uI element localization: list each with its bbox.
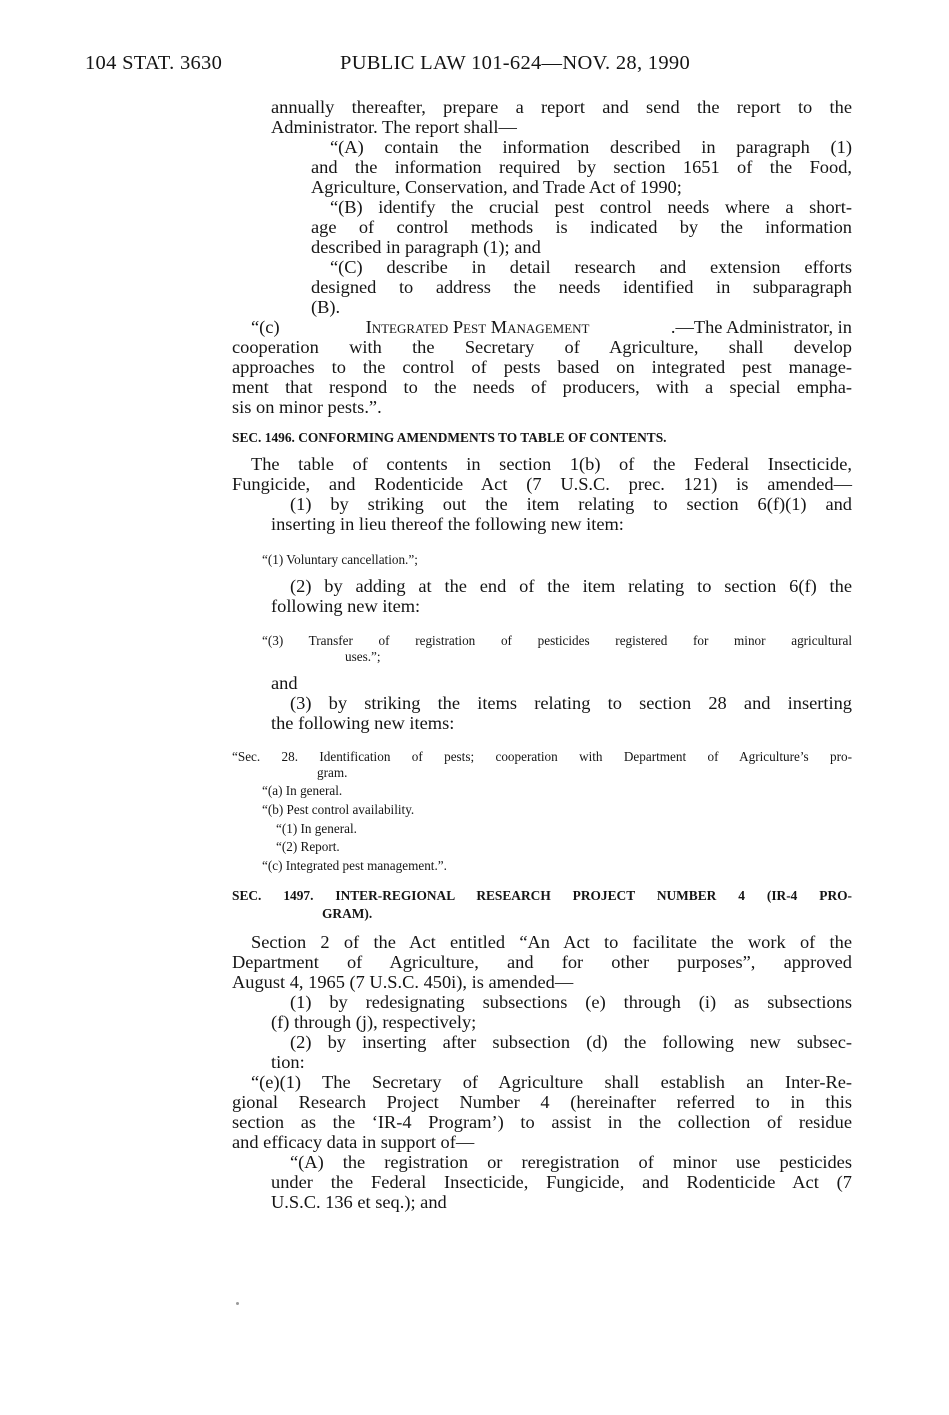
- text-line: (2) by inserting after subsection (d) the following new subsec-: [290, 1032, 852, 1052]
- statute-page-number: 104 STAT. 3630: [85, 52, 223, 74]
- subsection-heading-line: [251, 318, 852, 336]
- toc-item: gram.: [317, 765, 348, 780]
- text-line: (f) through (j), respectively;: [271, 1012, 477, 1032]
- toc-item: “(c) Integrated pest management.”.: [262, 858, 447, 873]
- toc-item: “Sec. 28. Identification of pests; cooperation with Department of Agriculture’s pro-: [232, 749, 852, 764]
- text-line: cooperation with the Secretary of Agriculture, shall develop: [232, 337, 852, 357]
- toc-item: “(3) Transfer of registration of pesticides registered for minor agricultural: [262, 633, 852, 648]
- text-line: and efficacy data in support of—: [232, 1132, 475, 1152]
- text-line: age of control methods is indicated by the information: [311, 217, 852, 237]
- toc-item: “(1) In general.: [276, 821, 357, 836]
- page-header: [85, 52, 865, 80]
- text-line: Agriculture, Conservation, and Trade Act of 1990;: [311, 177, 682, 197]
- text-line: annually thereafter, prepare a report and send the report to the: [271, 97, 852, 117]
- text-line: “(B) identify the crucial pest control needs where a short-: [330, 197, 852, 217]
- section-heading: SEC. 1496. CONFORMING AMENDMENTS TO TABLE OF CONTENTS.: [232, 430, 667, 445]
- toc-item: “(1) Voluntary cancellation.”;: [262, 552, 418, 567]
- text-line: tion:: [271, 1052, 305, 1072]
- text-line: inserting in lieu thereof the following new item:: [271, 514, 624, 534]
- text-line: under the Federal Insecticide, Fungicide, and Rodenticide Act (7: [271, 1172, 852, 1192]
- text-line: and: [271, 673, 298, 693]
- text-line: Administrator. The report shall—: [271, 117, 517, 137]
- subsection-title: Integrated Pest Management: [365, 317, 590, 337]
- subsection-label: “(c): [251, 317, 285, 337]
- text-line: following new item:: [271, 596, 421, 616]
- text-line: and the information required by section 1651 of the Food,: [311, 157, 852, 177]
- text-line: “(A) contain the information described in paragraph (1): [330, 137, 852, 157]
- text-line: described in paragraph (1); and: [311, 237, 541, 257]
- text-line: (2) by adding at the end of the item relating to section 6(f) the: [290, 576, 852, 596]
- text-line: ment that respond to the needs of producers, with a special empha-: [232, 377, 852, 397]
- text-line: (B).: [311, 297, 341, 317]
- toc-item: “(2) Report.: [276, 839, 340, 854]
- text-line: section as the ‘IR-4 Program’) to assist in the collection of residue: [232, 1112, 852, 1132]
- text-line: “(C) describe in detail research and extension efforts: [330, 257, 852, 277]
- text-line: “(e)(1) The Secretary of Agriculture shall establish an Inter-Re-: [251, 1072, 852, 1092]
- section-heading: SEC. 1497. INTER-REGIONAL RESEARCH PROJECT NUMBER 4 (IR-4 PRO-: [232, 888, 852, 903]
- toc-item: “(a) In general.: [262, 783, 343, 798]
- running-title: PUBLIC LAW 101-624—NOV. 28, 1990: [340, 52, 691, 74]
- text-line: (1) by redesignating subsections (e) through (i) as subsections: [290, 992, 852, 1012]
- text-line: U.S.C. 136 et seq.); and: [271, 1192, 447, 1212]
- text-line: Fungicide, and Rodenticide Act (7 U.S.C. prec. 121) is amended—: [232, 474, 852, 494]
- toc-item: “(b) Pest control availability.: [262, 802, 415, 817]
- text-line: sis on minor pests.”.: [232, 397, 382, 417]
- toc-item: uses.”;: [345, 649, 381, 664]
- text-line: gional Research Project Number 4 (hereinafter referred to in this: [232, 1092, 852, 1112]
- text-line: (1) by striking out the item relating to section 6(f)(1) and: [290, 494, 852, 514]
- text-line: Department of Agriculture, and for other purposes”, approved: [232, 952, 852, 972]
- scan-speck: [236, 1302, 239, 1305]
- text-line: .—The Administrator, in: [670, 317, 852, 337]
- text-line: designed to address the needs identified in subparagraph: [311, 277, 852, 297]
- text-line: Section 2 of the Act entitled “An Act to facilitate the work of the: [251, 932, 852, 952]
- text-line: August 4, 1965 (7 U.S.C. 450i), is amended—: [232, 972, 574, 992]
- text-line: the following new items:: [271, 713, 455, 733]
- text-line: The table of contents in section 1(b) of the Federal Insecticide,: [251, 454, 852, 474]
- text-line: “(A) the registration or reregistration of minor use pesticides: [290, 1152, 852, 1172]
- section-heading: GRAM).: [322, 906, 373, 921]
- text-line: (3) by striking the items relating to section 28 and inserting: [290, 693, 852, 713]
- text-line: approaches to the control of pests based on integrated pest manage-: [232, 357, 852, 377]
